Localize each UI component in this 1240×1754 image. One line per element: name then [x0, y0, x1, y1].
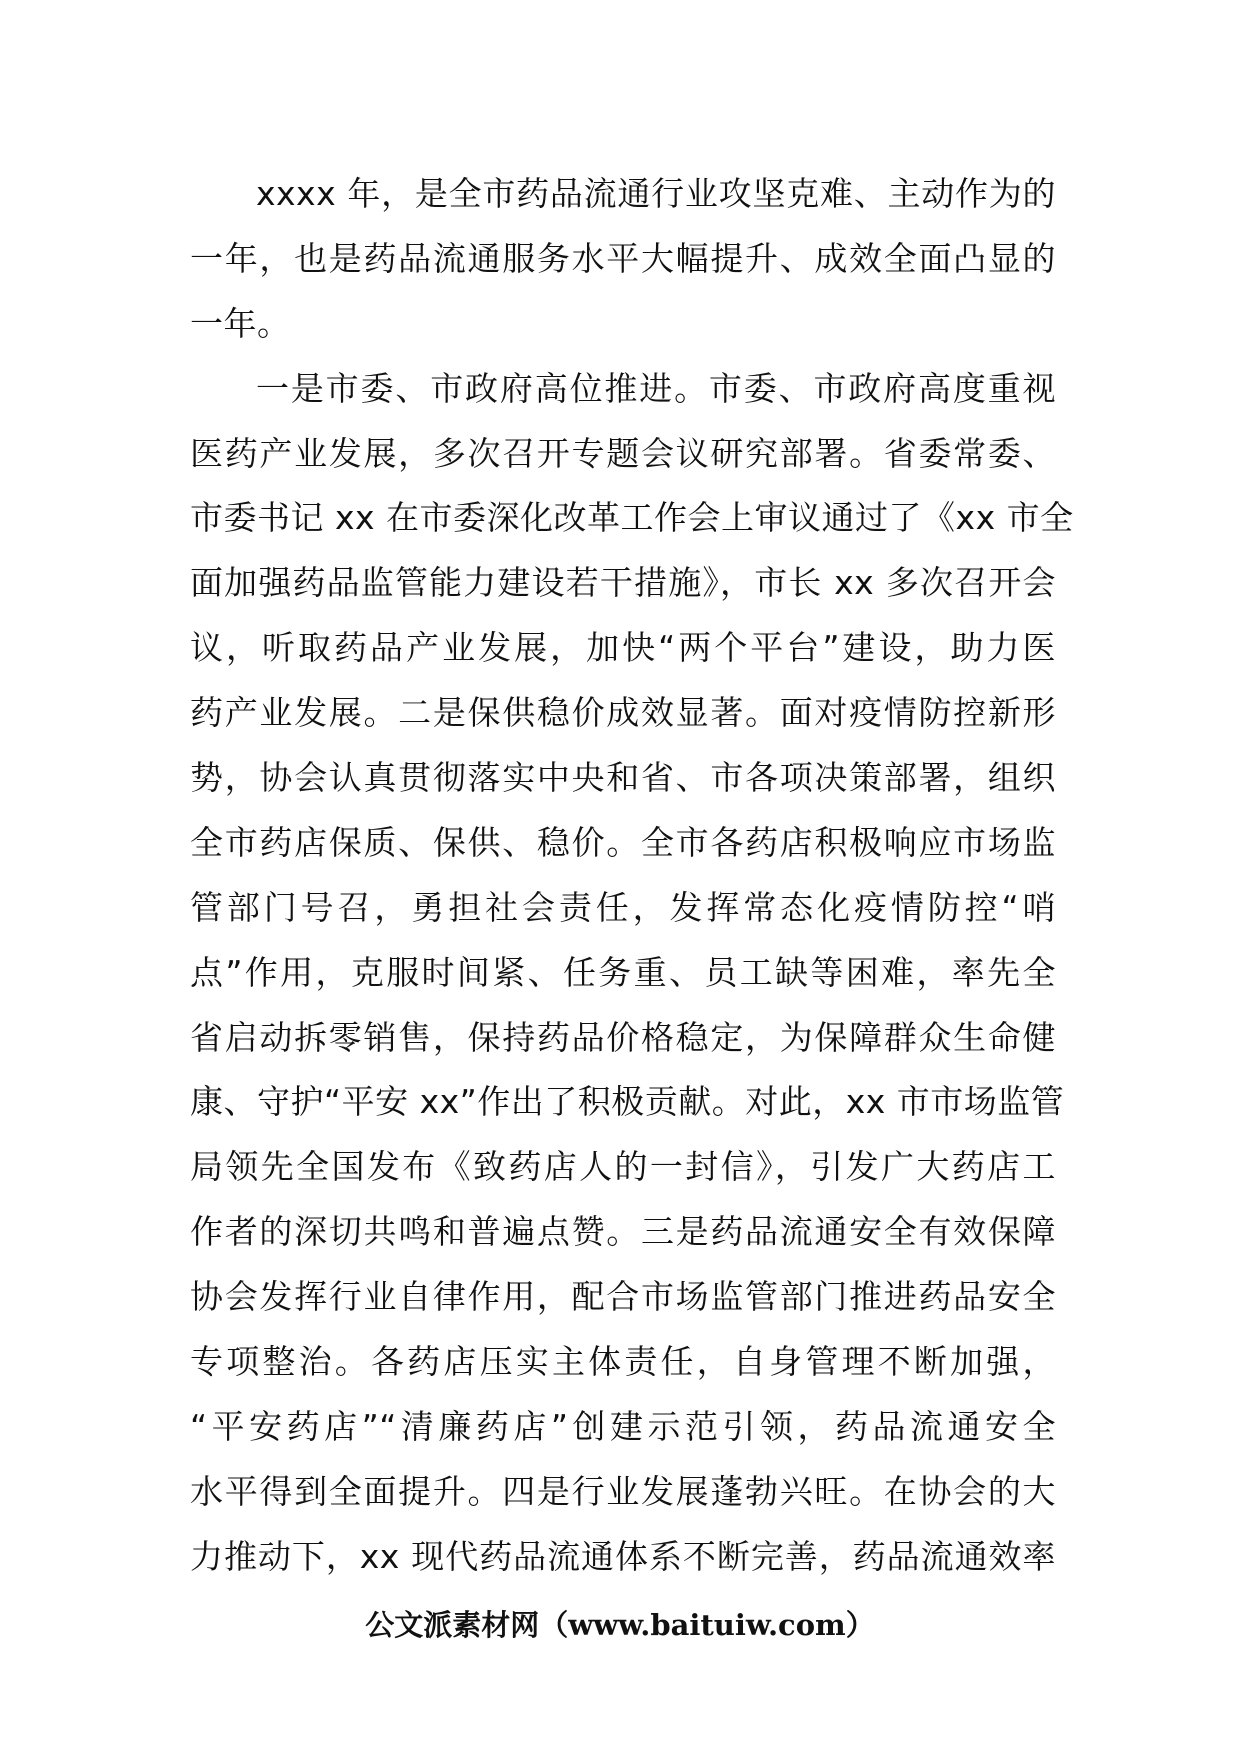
body-text — [190, 162, 1074, 1590]
text-line-21: 水平得到全面提升。四是行业发展蓬勃兴旺。在协会的大 — [190, 1471, 1056, 1511]
text-line-8: 议，听取药品产业发展，加快“两个平台”建设，助力医 — [190, 628, 1056, 668]
text-line-3: 一年。 — [190, 303, 291, 343]
text-line-19: 专项整治。各药店压实主体责任，自身管理不断加强， — [190, 1342, 1056, 1382]
text-line-15: 康、守护“平安 xx”作出了积极贡献。对此，xx 市市场监管 — [190, 1082, 1065, 1122]
text-line-17: 作者的深切共鸣和普遍点赞。三是药品流通安全有效保障 — [190, 1212, 1056, 1252]
text-line-11: 全市药店保质、保供、稳价。全市各药店积极响应市场监 — [190, 822, 1056, 862]
text-line-2: 一年，也是药品流通服务水平大幅提升、成效全面凸显的 — [190, 238, 1056, 278]
text-line-1: xxxx 年，是全市药品流通行业攻坚克难、主动作为的 — [256, 174, 1056, 213]
footer-watermark: 公文派素材网（www.baituiw.com） — [365, 1608, 875, 1642]
text-line-13: 点”作用，克服时间紧、任务重、员工缺等困难，率先全 — [190, 952, 1056, 992]
text-line-6: 市委书记 xx 在市委深化改革工作会上审议通过了《xx 市全 — [190, 498, 1074, 538]
text-line-14: 省启动拆零销售，保持药品价格稳定，为保障群众生命健 — [190, 1017, 1056, 1057]
text-line-9: 药产业发展。二是保供稳价成效显著。面对疫情防控新形 — [190, 693, 1056, 733]
text-line-16: 局领先全国发布《致药店人的一封信》，引发广大药店工 — [190, 1147, 1056, 1187]
text-line-18: 协会发挥行业自律作用，配合市场监管部门推进药品安全 — [190, 1277, 1056, 1317]
text-line-7: 面加强药品监管能力建设若干措施》，市长 xx 多次召开会 — [190, 563, 1056, 603]
text-line-4: 一是市委、市政府高位推进。市委、市政府高度重视 — [256, 368, 1056, 408]
text-line-20: “平安药店”“清廉药店”创建示范引领，药品流通安全 — [190, 1406, 1056, 1446]
text-line-5: 医药产业发展，多次召开专题会议研究部署。省委常委、 — [190, 433, 1056, 473]
text-line-12: 管部门号召，勇担社会责任，发挥常态化疫情防控“哨 — [190, 887, 1056, 927]
text-line-22: 力推动下，xx 现代药品流通体系不断完善，药品流通效率 — [190, 1536, 1056, 1576]
text-line-10: 势，协会认真贯彻落实中央和省、市各项决策部署，组织 — [190, 758, 1056, 798]
